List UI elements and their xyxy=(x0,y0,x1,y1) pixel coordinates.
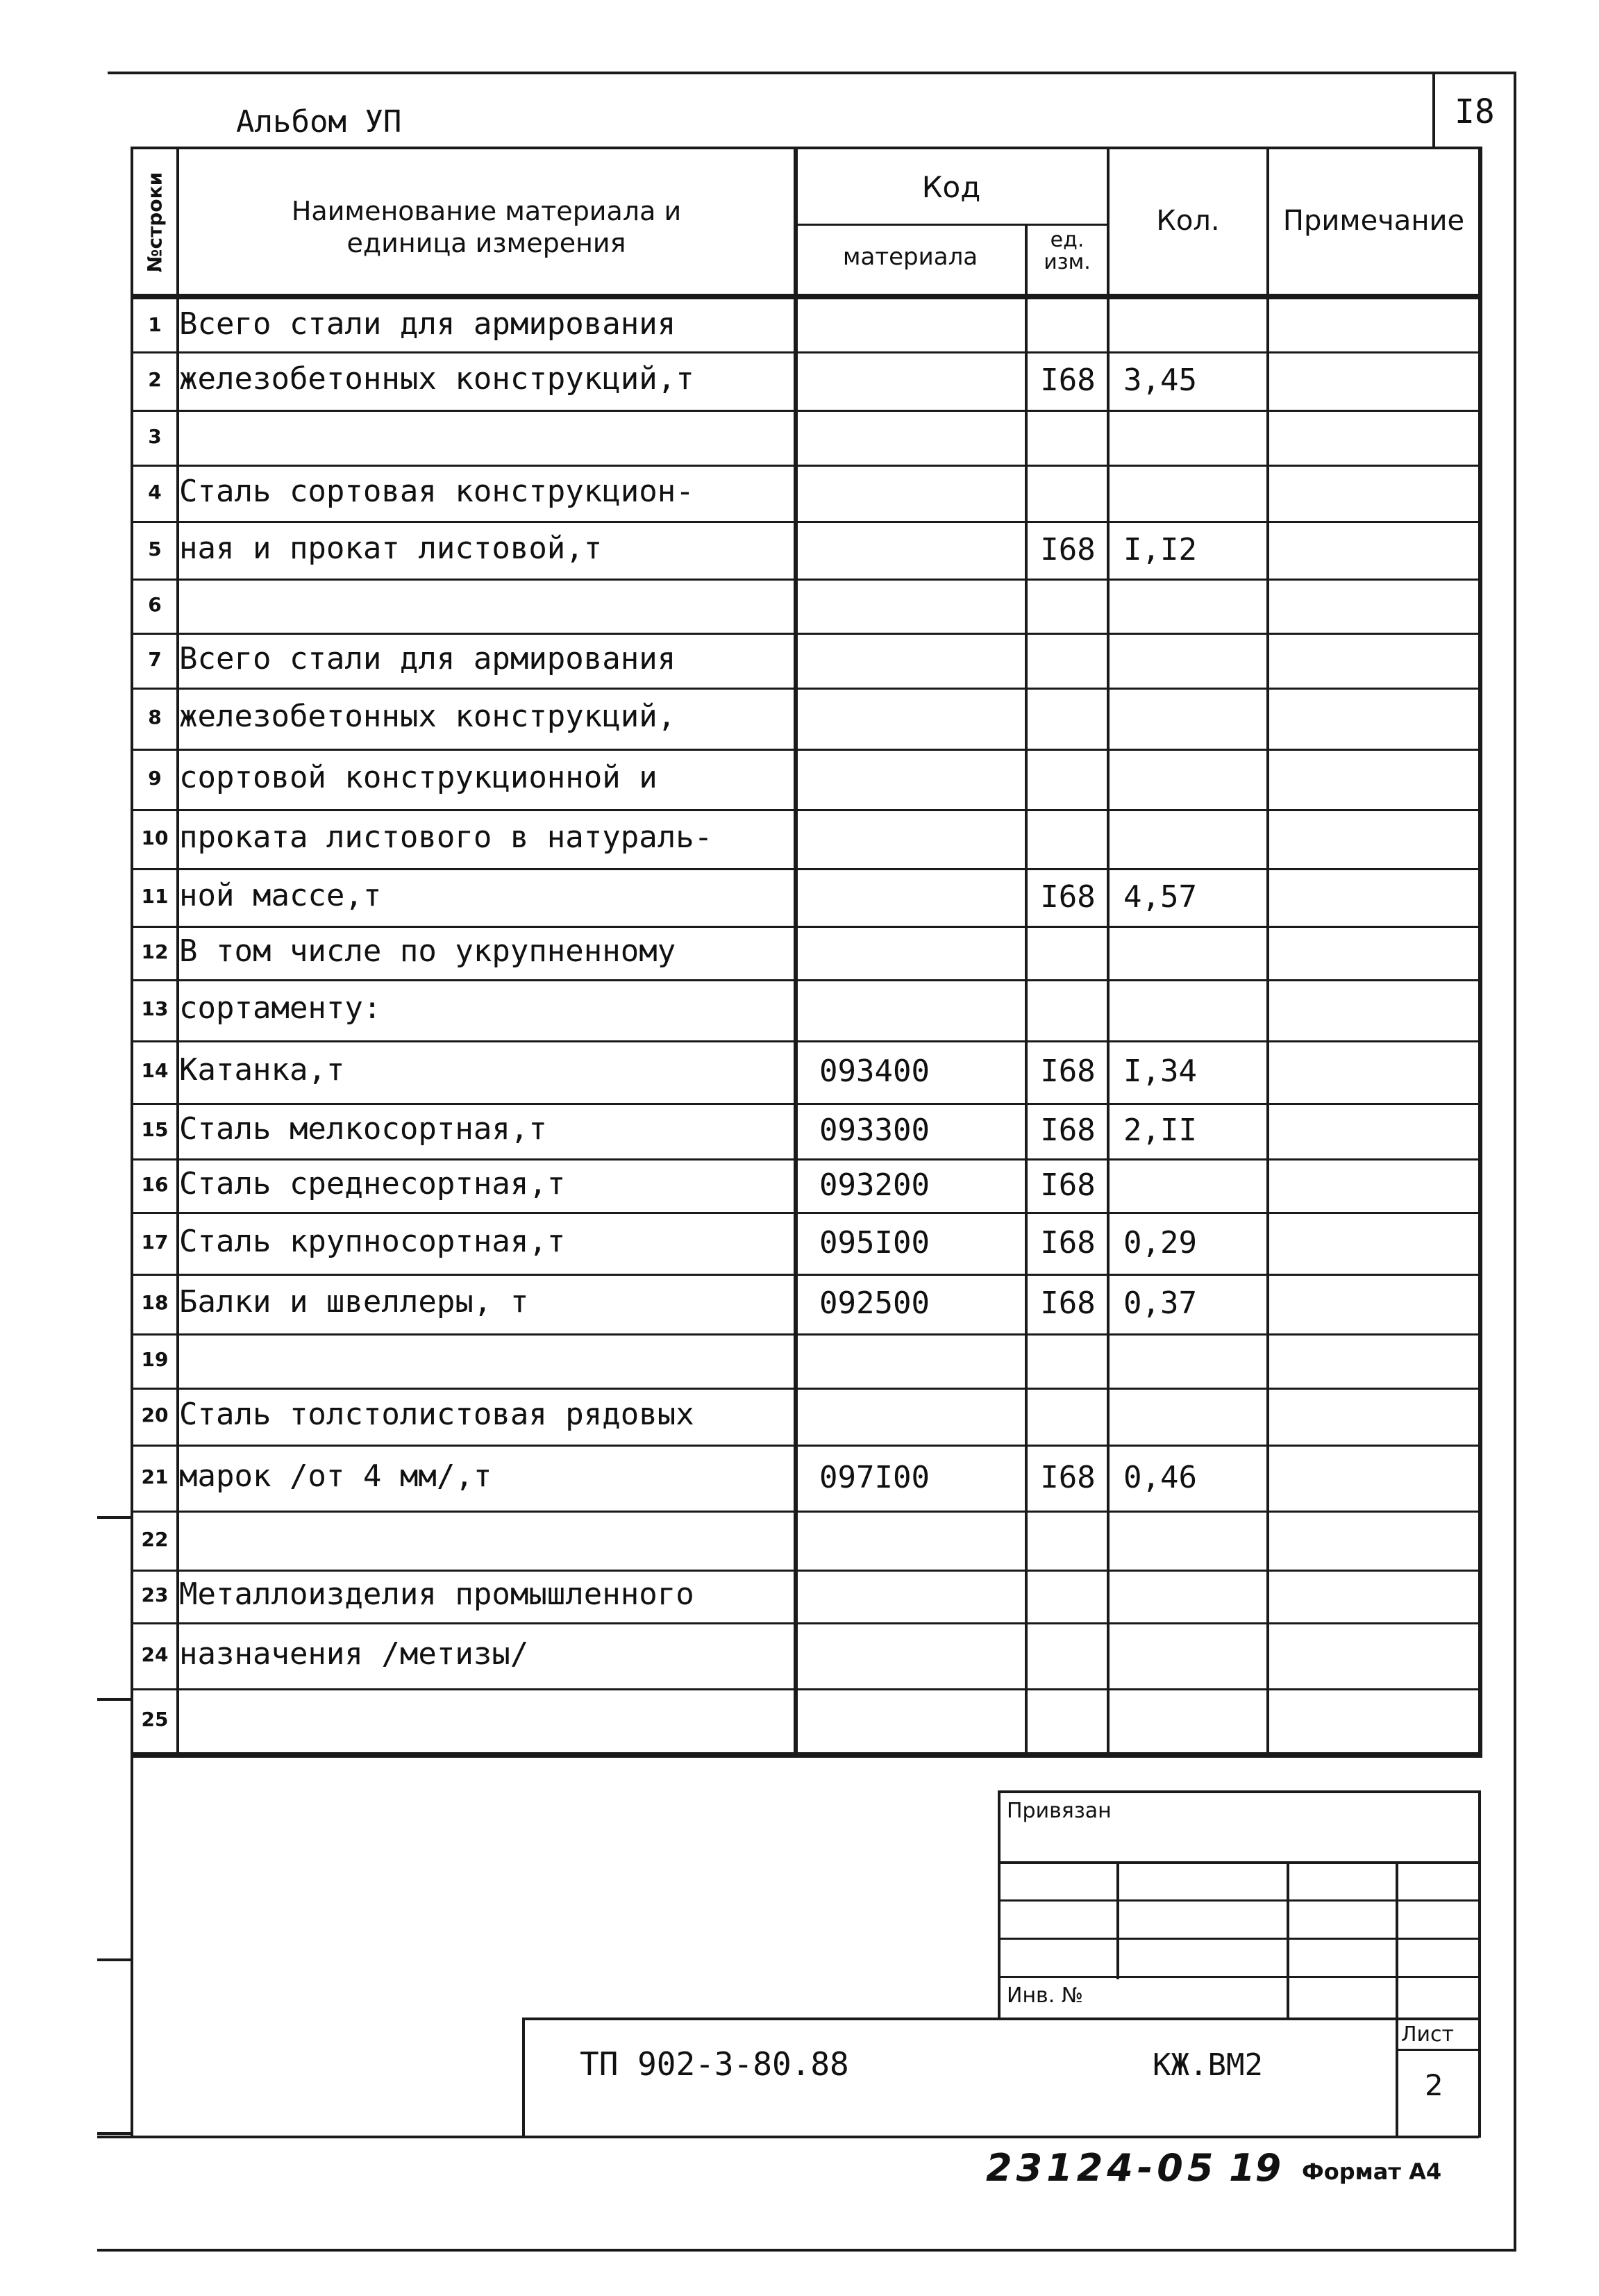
material-name: Сталь сортовая конструкцион- xyxy=(179,473,694,509)
title-row-top-line xyxy=(522,2018,1480,2020)
table-right-line xyxy=(1478,147,1482,1758)
col-header-qty: Кол. xyxy=(1156,205,1220,237)
sheet-label: Лист xyxy=(1401,2022,1455,2047)
header-bottom-line xyxy=(131,294,1481,299)
table-bottom-line xyxy=(131,1752,1481,1758)
row-number: 14 xyxy=(141,1059,169,1082)
material-code: 093200 xyxy=(819,1167,930,1203)
col-header-code: Код xyxy=(921,170,981,204)
title-row-left-line xyxy=(522,2018,525,2138)
row-divider xyxy=(131,351,1481,353)
unit-code: I68 xyxy=(1040,531,1096,567)
row-divider xyxy=(131,410,1481,412)
lower-bottom-line xyxy=(97,2136,1479,2138)
row-divider xyxy=(131,1570,1481,1572)
row-divider xyxy=(131,579,1481,581)
bound-label: Привязан xyxy=(1007,1799,1112,1823)
unit-code: I68 xyxy=(1040,363,1096,398)
row-number: 22 xyxy=(141,1527,169,1551)
table-top-line xyxy=(131,147,1481,149)
qty-note-divider xyxy=(1266,147,1269,1758)
bottom-frame-line xyxy=(97,2249,1516,2252)
material-name: железобетонных конструкций, xyxy=(179,699,676,734)
col-header-code-unit-2: изм. xyxy=(1044,250,1091,274)
inv-label: Инв. № xyxy=(1007,1983,1084,2008)
stamp-line xyxy=(998,1899,1480,1902)
quantity: 4,57 xyxy=(1123,879,1197,915)
material-name: назначения /метизы/ xyxy=(179,1636,529,1672)
row-number: 2 xyxy=(148,368,162,391)
row-number: 11 xyxy=(141,884,169,908)
sheet-number: 2 xyxy=(1425,2068,1443,2102)
row-number: 16 xyxy=(141,1172,169,1196)
row-number: 17 xyxy=(141,1230,169,1254)
stamp-divider xyxy=(1287,1861,1289,2020)
material-code: 092500 xyxy=(819,1286,930,1321)
corner-box-divider xyxy=(1432,72,1435,147)
row-divider xyxy=(131,1158,1481,1161)
format-label: Формат А4 xyxy=(1302,2158,1442,2185)
material-name: Сталь крупносортная,т xyxy=(179,1223,566,1259)
album-title: Альбом УП xyxy=(236,104,402,140)
stamp-line xyxy=(998,1938,1480,1940)
material-name: железобетонных конструкций,т xyxy=(179,361,694,397)
material-name: В том числе по укрупненному xyxy=(179,933,676,969)
material-code: 097I00 xyxy=(819,1459,930,1495)
row-divider xyxy=(131,688,1481,690)
material-name: Катанка,т xyxy=(179,1052,345,1088)
row-number: 4 xyxy=(148,480,162,504)
row-number: 10 xyxy=(141,826,169,849)
unit-code: I68 xyxy=(1040,1224,1096,1261)
stamp-line xyxy=(998,1861,1480,1864)
row-divider xyxy=(131,979,1481,981)
row-number: 5 xyxy=(148,537,162,560)
row-number: 20 xyxy=(141,1404,169,1426)
row-number: 8 xyxy=(148,706,162,729)
stamp-divider xyxy=(1396,1861,1398,2020)
material-name: Всего стали для армирования xyxy=(179,306,676,342)
unit-code: I68 xyxy=(1040,1054,1096,1089)
row-divider xyxy=(131,926,1481,928)
row-divider xyxy=(131,465,1481,467)
col-header-note: Примечание xyxy=(1282,205,1465,237)
row-divider xyxy=(131,868,1481,870)
unit-code: I68 xyxy=(1040,1286,1096,1321)
row-number: 3 xyxy=(148,424,162,448)
handwritten-sheet-number: 19 xyxy=(1229,2146,1282,2190)
row-divider xyxy=(131,1622,1481,1624)
material-name: Сталь толстолистовая рядовых xyxy=(179,1397,694,1432)
row-number: 23 xyxy=(141,1583,169,1606)
col-header-code-unit-1: ед. xyxy=(1050,228,1085,252)
row-divider xyxy=(131,749,1481,751)
row-number: 1 xyxy=(148,313,162,336)
stamp-left-line xyxy=(998,1790,1001,2020)
row-divider xyxy=(131,809,1481,811)
col-header-name-line1: Наименование материала и xyxy=(291,196,682,226)
material-name: марок /от 4 мм/,т xyxy=(179,1458,492,1494)
stamp-top-line xyxy=(998,1790,1480,1793)
quantity: 0,29 xyxy=(1123,1224,1197,1261)
row-divider xyxy=(131,1333,1481,1336)
row-divider xyxy=(131,1511,1481,1513)
name-divider xyxy=(794,147,798,1758)
row-number: 12 xyxy=(141,940,169,963)
unit-code: I68 xyxy=(1040,1167,1096,1203)
row-number: 15 xyxy=(141,1118,169,1141)
material-name: ной массе,т xyxy=(179,877,382,913)
row-number: 18 xyxy=(141,1291,169,1314)
material-code: 093400 xyxy=(819,1054,930,1089)
unit-code: I68 xyxy=(1040,1113,1096,1148)
row-divider xyxy=(131,1212,1481,1214)
top-frame-line xyxy=(108,72,1516,74)
material-name: сортовой конструкционной и xyxy=(179,759,658,795)
stamp-divider xyxy=(1116,1861,1119,1979)
row-number: 13 xyxy=(141,997,169,1020)
unit-code: I68 xyxy=(1040,879,1096,915)
unit-code: I68 xyxy=(1040,1459,1096,1495)
row-divider xyxy=(131,1445,1481,1447)
handwritten-inventory-number: 23124-05 xyxy=(986,2146,1218,2190)
row-number: 9 xyxy=(148,766,162,790)
right-frame-line xyxy=(1514,72,1516,2251)
margin-tick xyxy=(97,1958,132,1961)
row-divider xyxy=(131,1103,1481,1105)
quantity: 3,45 xyxy=(1123,363,1197,398)
code-unit-divider xyxy=(1025,224,1028,1758)
sheet-corner-number: I8 xyxy=(1455,92,1495,131)
material-name: Сталь среднесортная,т xyxy=(179,1165,566,1201)
row-number: 19 xyxy=(141,1348,169,1371)
material-name: Балки и швеллеры, т xyxy=(179,1284,529,1320)
row-number: 25 xyxy=(141,1708,169,1731)
row-divider xyxy=(131,1040,1481,1042)
quantity: I,34 xyxy=(1123,1054,1197,1089)
sheet-box-left xyxy=(1396,2018,1398,2138)
material-code: 093300 xyxy=(819,1113,930,1148)
row-divider xyxy=(131,1388,1481,1390)
col-header-code-material: материала xyxy=(842,243,978,271)
material-name: Металлоизделия промышленного xyxy=(179,1577,694,1612)
sheet-box-right xyxy=(1478,1790,1481,2138)
row-number: 21 xyxy=(141,1465,169,1488)
sheet-box-divider xyxy=(1396,2049,1480,2051)
row-divider xyxy=(131,521,1481,523)
margin-tick xyxy=(97,1698,132,1701)
quantity: I,I2 xyxy=(1123,531,1197,567)
margin-tick xyxy=(97,2132,132,2135)
material-name: Сталь мелкосортная,т xyxy=(179,1111,547,1147)
col-header-name-line2: единица измерения xyxy=(346,228,626,258)
material-name: сортаменту: xyxy=(179,990,382,1026)
row-divider xyxy=(131,633,1481,635)
code-subheader-line xyxy=(795,224,1107,226)
stamp-line xyxy=(998,1976,1480,1978)
quantity: 0,37 xyxy=(1123,1286,1197,1321)
row-number: 24 xyxy=(141,1642,169,1666)
quantity: 2,II xyxy=(1123,1113,1197,1148)
col-header-row-no: №строки xyxy=(143,172,167,273)
row-number: 6 xyxy=(148,593,162,616)
row-divider xyxy=(131,1274,1481,1276)
margin-tick xyxy=(97,1516,132,1519)
material-name: ная и прокат листовой,т xyxy=(179,530,603,566)
material-name: проката листового в натураль- xyxy=(179,819,713,855)
row-divider xyxy=(131,1688,1481,1690)
lower-left-line xyxy=(131,1758,133,2138)
row-number: 7 xyxy=(148,647,162,671)
document-code: ТП 902-3-80.88 xyxy=(580,2045,849,2083)
material-code: 095I00 xyxy=(819,1224,930,1261)
document-mark: КЖ.ВМ2 xyxy=(1153,2047,1263,2083)
material-name: Всего стали для армирования xyxy=(179,640,676,676)
quantity: 0,46 xyxy=(1123,1459,1197,1495)
